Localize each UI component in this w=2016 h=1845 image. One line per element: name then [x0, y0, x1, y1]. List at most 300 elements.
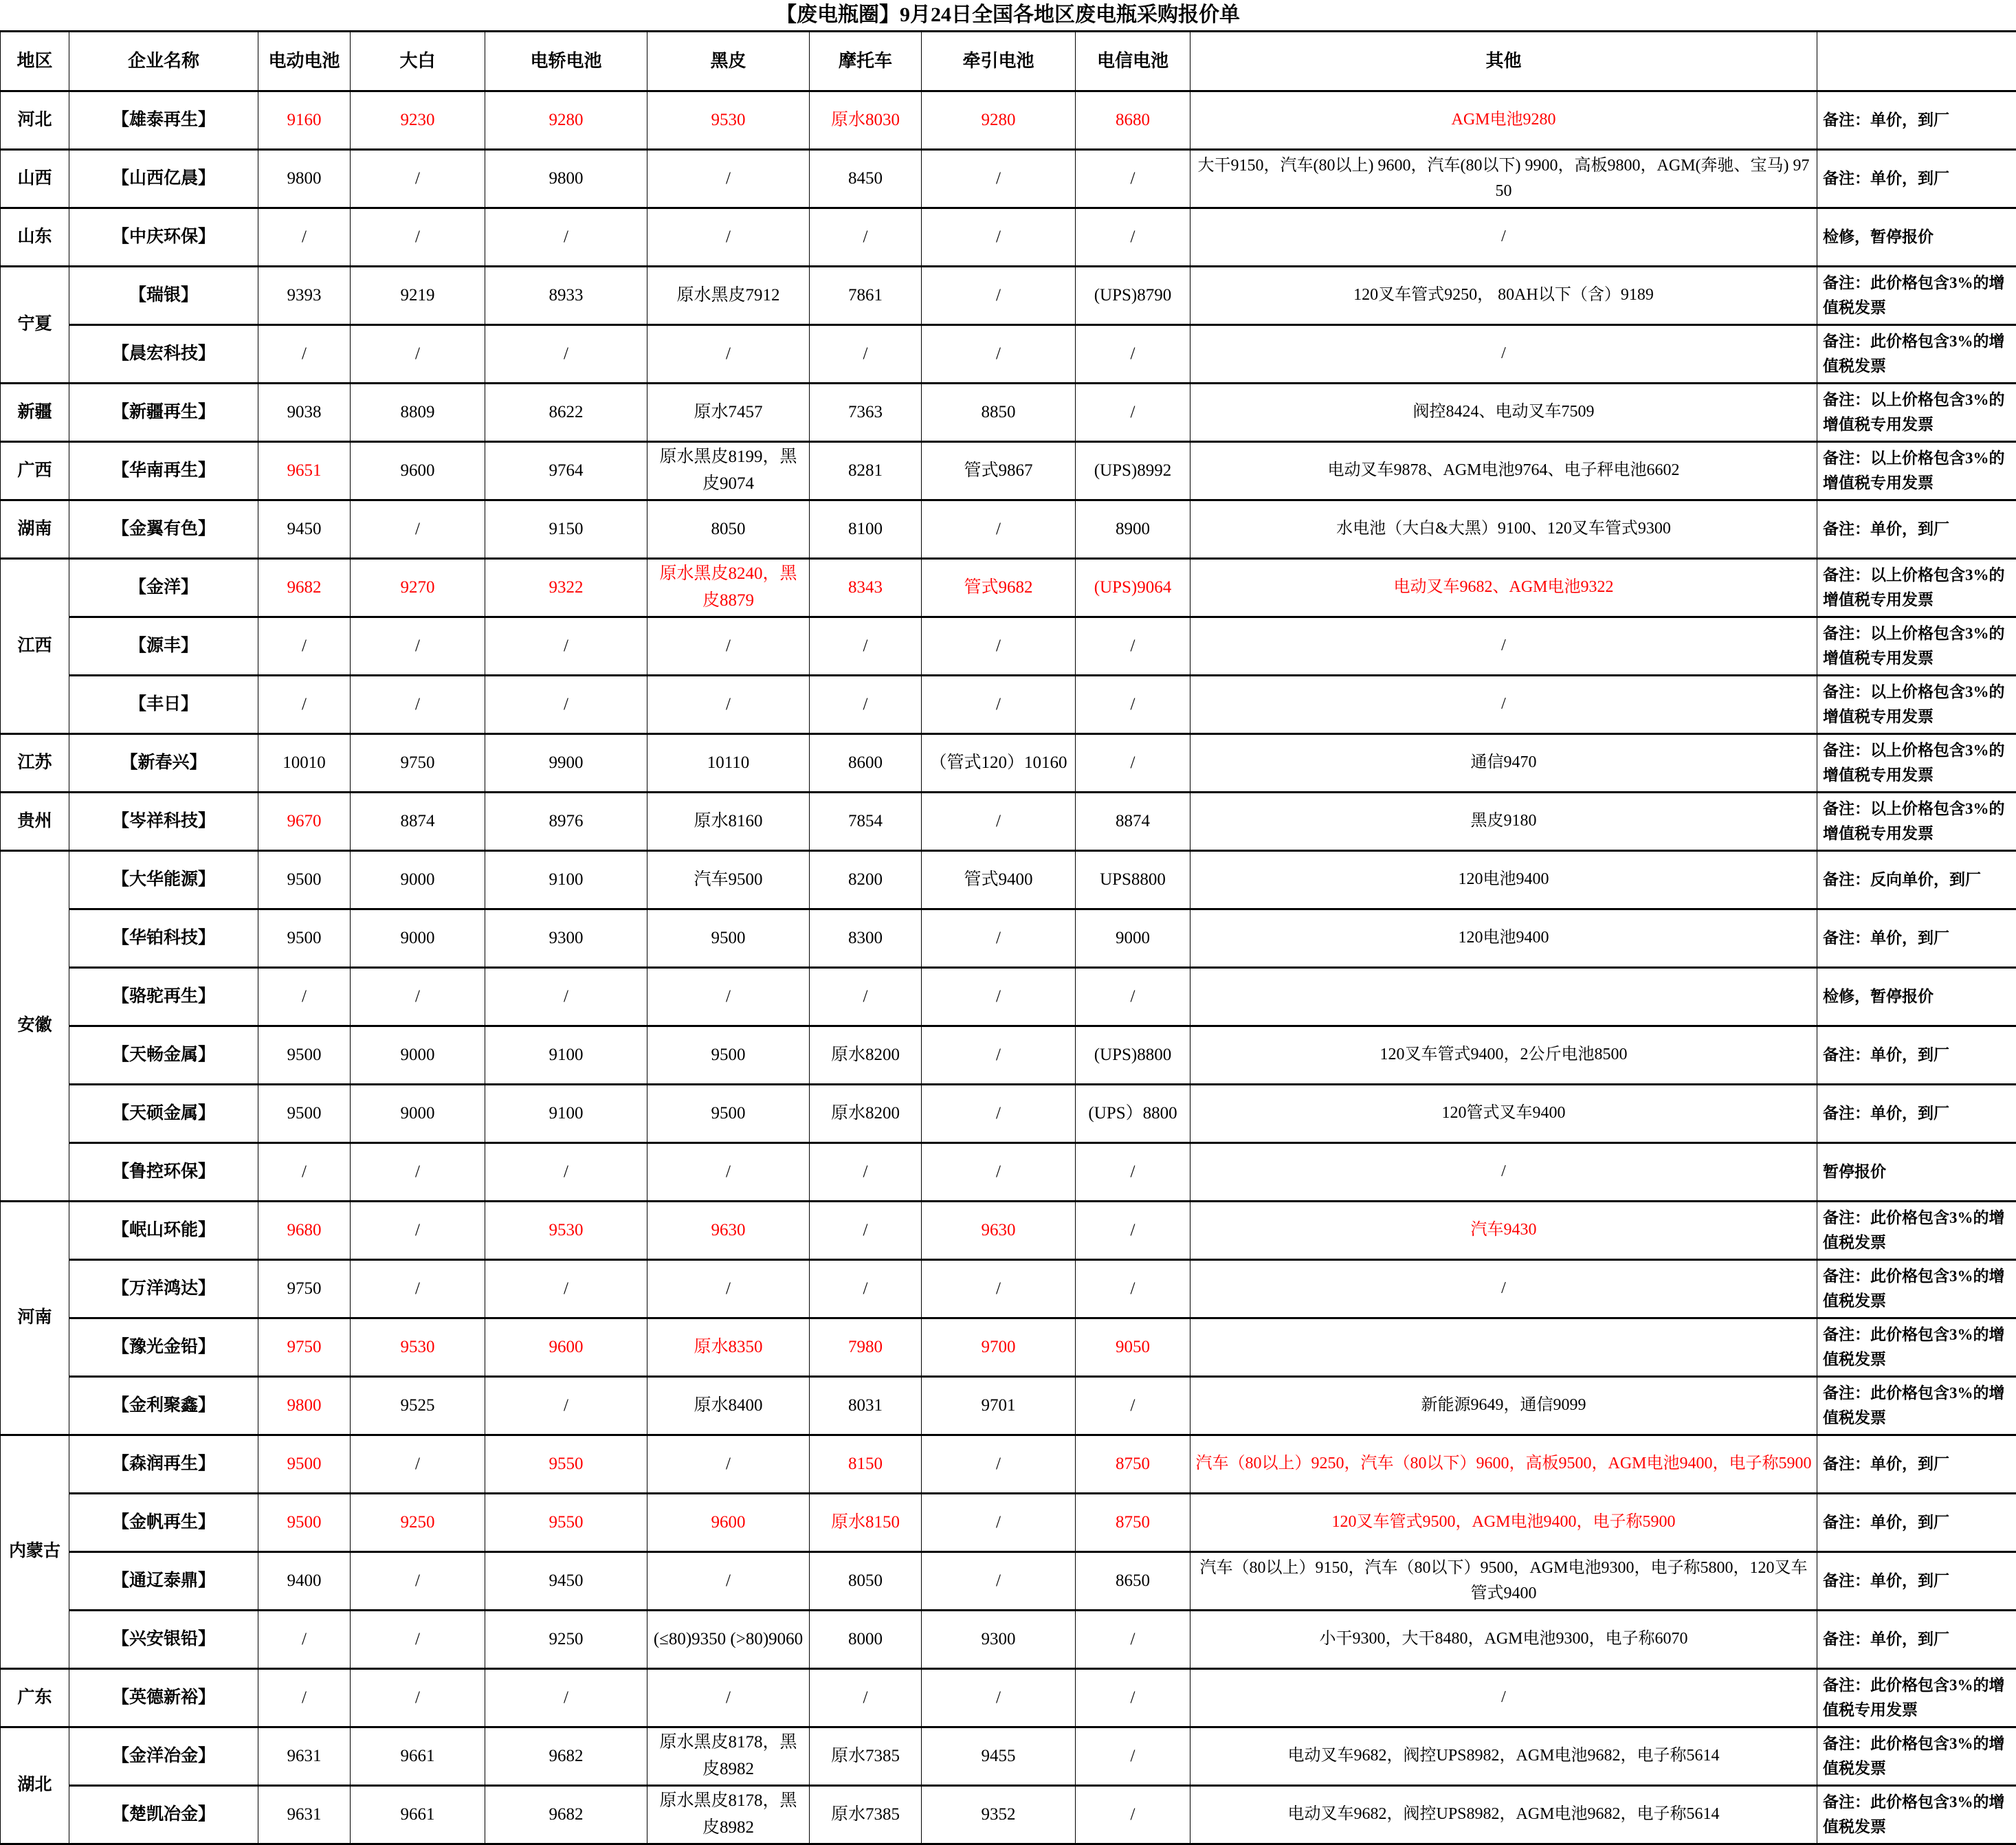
price-table	[0, 30, 2016, 1845]
company-name: 【鲁控环保】	[69, 1143, 258, 1202]
region-cell: 宁夏	[1, 267, 69, 384]
company-name: 【楚凯冶金】	[69, 1786, 258, 1844]
table-row	[1, 1143, 2016, 1202]
table-row	[1, 1202, 2016, 1260]
table-row	[1, 208, 2016, 267]
price-cell: 9000	[351, 1026, 485, 1085]
price-cell: (≤80)9350 (>80)9060	[647, 1611, 810, 1669]
price-cell: 8200	[810, 851, 922, 909]
price-cell: 9300	[922, 1611, 1076, 1669]
other-cell: 阀控8424、电动叉车7509	[1190, 384, 1817, 442]
price-cell: 原水黑皮8178，黑皮8982	[647, 1786, 810, 1844]
price-cell: /	[351, 208, 485, 267]
remark-cell: 备注：以上价格包含3%的增值税专用发票	[1817, 617, 2016, 676]
column-header: 其他	[1190, 32, 1817, 91]
price-cell: /	[351, 325, 485, 384]
price-cell: 9500	[258, 851, 351, 909]
price-cell: 9600	[647, 1494, 810, 1552]
price-cell: 9670	[258, 793, 351, 851]
company-name: 【山西亿晨】	[69, 150, 258, 208]
price-cell: 原水黑皮8199，黑皮9074	[647, 442, 810, 500]
price-cell: 9000	[351, 1085, 485, 1143]
price-cell: /	[485, 968, 647, 1026]
price-cell: /	[1076, 150, 1190, 208]
price-cell: 7363	[810, 384, 922, 442]
table-row	[1, 1260, 2016, 1318]
price-cell: 9750	[258, 1318, 351, 1377]
price-cell: 原水8150	[810, 1494, 922, 1552]
price-cell: /	[922, 150, 1076, 208]
price-cell: 8680	[1076, 91, 1190, 150]
price-cell: 9800	[485, 150, 647, 208]
price-cell: 9450	[485, 1552, 647, 1611]
price-cell: /	[1076, 1260, 1190, 1318]
price-cell: 9682	[485, 1727, 647, 1786]
price-cell: /	[647, 208, 810, 267]
price-cell: 9100	[485, 851, 647, 909]
price-cell: 9630	[922, 1202, 1076, 1260]
table-row	[1, 1552, 2016, 1611]
company-name: 【新春兴】	[69, 734, 258, 793]
company-name: 【天硕金属】	[69, 1085, 258, 1143]
company-name: 【新疆再生】	[69, 384, 258, 442]
other-cell: 大干9150，汽车(80以上) 9600，汽车(80以下) 9900，高板9800，AGM(奔驰、宝马) 9750	[1190, 150, 1817, 208]
remark-cell: 备注：单价，到厂	[1817, 1435, 2016, 1494]
price-cell: 9525	[351, 1377, 485, 1435]
price-cell: /	[922, 1026, 1076, 1085]
other-cell: 水电池（大白&大黑）9100、120叉车管式9300	[1190, 500, 1817, 559]
price-cell: 8281	[810, 442, 922, 500]
price-cell: 原水7385	[810, 1727, 922, 1786]
price-cell: 9500	[258, 1085, 351, 1143]
price-cell: 9352	[922, 1786, 1076, 1844]
price-cell: 9000	[351, 909, 485, 968]
table-row	[1, 91, 2016, 150]
other-cell: 电动叉车9682，阀控UPS8982，AGM电池9682，电子称5614	[1190, 1727, 1817, 1786]
price-cell: 9800	[258, 150, 351, 208]
price-cell: (UPS)9064	[1076, 559, 1190, 617]
price-cell: 9500	[647, 1026, 810, 1085]
price-cell: /	[922, 1143, 1076, 1202]
price-cell: 管式9867	[922, 442, 1076, 500]
table-row	[1, 325, 2016, 384]
company-name: 【中庆环保】	[69, 208, 258, 267]
price-cell: /	[485, 676, 647, 734]
company-name: 【天畅金属】	[69, 1026, 258, 1085]
other-cell: 120叉车管式9400，2公斤电池8500	[1190, 1026, 1817, 1085]
table-row	[1, 1026, 2016, 1085]
company-name: 【岑祥科技】	[69, 793, 258, 851]
price-cell: 原水8030	[810, 91, 922, 150]
remark-cell: 备注：以上价格包含3%的增值税专用发票	[1817, 442, 2016, 500]
price-cell: /	[1076, 968, 1190, 1026]
price-cell: /	[810, 1669, 922, 1727]
column-header: 大白	[351, 32, 485, 91]
table-row	[1, 559, 2016, 617]
remark-cell: 备注：此价格包含3%的增值税发票	[1817, 1260, 2016, 1318]
region-cell: 江苏	[1, 734, 69, 793]
table-row	[1, 1611, 2016, 1669]
price-cell: /	[351, 968, 485, 1026]
price-cell: /	[647, 325, 810, 384]
region-cell: 内蒙古	[1, 1435, 69, 1669]
price-cell: UPS8800	[1076, 851, 1190, 909]
other-cell: /	[1190, 208, 1817, 267]
price-cell: /	[1076, 1202, 1190, 1260]
company-name: 【兴安银铅】	[69, 1611, 258, 1669]
remark-cell: 暂停报价	[1817, 1143, 2016, 1202]
company-name: 【源丰】	[69, 617, 258, 676]
price-cell: /	[810, 617, 922, 676]
price-cell: 管式9682	[922, 559, 1076, 617]
price-cell: /	[258, 1611, 351, 1669]
company-name: 【华铂科技】	[69, 909, 258, 968]
price-cell: /	[1076, 325, 1190, 384]
price-cell: (UPS)8790	[1076, 267, 1190, 325]
price-cell: 9900	[485, 734, 647, 793]
price-cell: 8050	[647, 500, 810, 559]
other-cell: AGM电池9280	[1190, 91, 1817, 150]
other-cell: 120电池9400	[1190, 909, 1817, 968]
price-cell: /	[922, 909, 1076, 968]
other-cell	[1190, 1318, 1817, 1377]
company-name: 【岷山环能】	[69, 1202, 258, 1260]
remark-cell: 备注：单价，到厂	[1817, 1552, 2016, 1611]
price-cell: /	[647, 1435, 810, 1494]
other-cell	[1190, 968, 1817, 1026]
price-cell: 原水8200	[810, 1085, 922, 1143]
price-cell: /	[258, 617, 351, 676]
price-cell: 7861	[810, 267, 922, 325]
price-cell: /	[485, 1260, 647, 1318]
company-name: 【金洋冶金】	[69, 1727, 258, 1786]
table-row	[1, 150, 2016, 208]
price-cell: 原水7457	[647, 384, 810, 442]
price-cell: /	[258, 325, 351, 384]
price-cell: 原水8200	[810, 1026, 922, 1085]
price-cell: /	[351, 1669, 485, 1727]
price-cell: /	[351, 500, 485, 559]
remark-cell: 备注：以上价格包含3%的增值税专用发票	[1817, 559, 2016, 617]
table-row	[1, 676, 2016, 734]
price-cell: 9500	[258, 1435, 351, 1494]
price-cell: /	[922, 1085, 1076, 1143]
price-cell: 9530	[351, 1318, 485, 1377]
region-cell: 贵州	[1, 793, 69, 851]
price-cell: /	[810, 208, 922, 267]
price-cell: /	[485, 617, 647, 676]
price-cell: /	[1076, 1377, 1190, 1435]
column-header: 电信电池	[1076, 32, 1190, 91]
column-header: 牵引电池	[922, 32, 1076, 91]
price-cell: 9000	[351, 851, 485, 909]
table-row	[1, 1377, 2016, 1435]
price-cell: /	[922, 793, 1076, 851]
price-cell: /	[1076, 1786, 1190, 1844]
price-cell: 9530	[485, 1202, 647, 1260]
region-cell: 江西	[1, 559, 69, 734]
remark-cell: 备注：单价，到厂	[1817, 1494, 2016, 1552]
price-cell: /	[485, 1377, 647, 1435]
price-cell: /	[647, 1143, 810, 1202]
table-row	[1, 1786, 2016, 1844]
other-cell: 120管式叉车9400	[1190, 1085, 1817, 1143]
price-cell: /	[922, 208, 1076, 267]
price-cell: /	[647, 1552, 810, 1611]
price-cell: /	[647, 1669, 810, 1727]
price-cell: 8650	[1076, 1552, 1190, 1611]
price-cell: 原水黑皮8178，黑皮8982	[647, 1727, 810, 1786]
price-cell: 8622	[485, 384, 647, 442]
other-cell: 汽车（80以上）9250，汽车（80以下）9600，高板9500，AGM电池9400，电子称5900	[1190, 1435, 1817, 1494]
price-cell: /	[922, 1669, 1076, 1727]
price-cell: /	[351, 1435, 485, 1494]
column-header	[1817, 32, 2016, 91]
price-cell: /	[485, 208, 647, 267]
price-cell: 9219	[351, 267, 485, 325]
price-cell: /	[258, 676, 351, 734]
price-cell: 8850	[922, 384, 1076, 442]
price-cell: /	[810, 676, 922, 734]
remark-cell: 检修，暂停报价	[1817, 968, 2016, 1026]
price-cell: 9800	[258, 1377, 351, 1435]
table-row	[1, 909, 2016, 968]
table-row	[1, 267, 2016, 325]
table-row	[1, 500, 2016, 559]
price-cell: 9700	[922, 1318, 1076, 1377]
other-cell: 120叉车管式9250， 80AH以下（含）9189	[1190, 267, 1817, 325]
price-cell: /	[485, 325, 647, 384]
remark-cell: 备注：单价，到厂	[1817, 150, 2016, 208]
price-cell: /	[922, 1435, 1076, 1494]
table-row	[1, 1669, 2016, 1727]
price-cell: 8050	[810, 1552, 922, 1611]
price-cell: 9500	[647, 909, 810, 968]
price-cell: /	[810, 1202, 922, 1260]
other-cell: 汽车9430	[1190, 1202, 1817, 1260]
price-cell: /	[1076, 208, 1190, 267]
price-cell: /	[1076, 1669, 1190, 1727]
price-cell: 9682	[258, 559, 351, 617]
price-cell: 8976	[485, 793, 647, 851]
price-cell: 8874	[1076, 793, 1190, 851]
remark-cell: 备注：单价，到厂	[1817, 1611, 2016, 1669]
company-name: 【英德新裕】	[69, 1669, 258, 1727]
price-cell: 9250	[485, 1611, 647, 1669]
price-cell: 9160	[258, 91, 351, 150]
page-title: 【废电瓶圈】9月24日全国各地区废电瓶采购报价单	[0, 0, 2016, 30]
price-cell: 9682	[485, 1786, 647, 1844]
remark-cell: 备注：单价，到厂	[1817, 500, 2016, 559]
table-body	[1, 91, 2016, 1844]
price-cell: 9500	[258, 909, 351, 968]
table-row	[1, 968, 2016, 1026]
price-cell: 8450	[810, 150, 922, 208]
price-cell: 9500	[258, 1026, 351, 1085]
price-cell: 原水8400	[647, 1377, 810, 1435]
price-cell: 9100	[485, 1026, 647, 1085]
price-cell: 9230	[351, 91, 485, 150]
price-cell: (UPS)8992	[1076, 442, 1190, 500]
price-cell: /	[1076, 1611, 1190, 1669]
price-cell: /	[922, 1260, 1076, 1318]
price-cell: /	[922, 1552, 1076, 1611]
price-cell: 9764	[485, 442, 647, 500]
price-cell: 10010	[258, 734, 351, 793]
company-name: 【金帆再生】	[69, 1494, 258, 1552]
price-cell: /	[485, 1143, 647, 1202]
other-cell: 电动叉车9682，阀控UPS8982，AGM电池9682，电子称5614	[1190, 1786, 1817, 1844]
table-row	[1, 1435, 2016, 1494]
price-cell: /	[351, 676, 485, 734]
company-name: 【华南再生】	[69, 442, 258, 500]
region-cell: 山西	[1, 150, 69, 208]
remark-cell: 备注：以上价格包含3%的增值税专用发票	[1817, 793, 2016, 851]
price-cell: 9038	[258, 384, 351, 442]
price-cell: /	[485, 1669, 647, 1727]
price-cell: /	[1076, 1727, 1190, 1786]
price-cell: 原水黑皮7912	[647, 267, 810, 325]
company-name: 【大华能源】	[69, 851, 258, 909]
remark-cell: 备注：此价格包含3%的增值税发票	[1817, 1377, 2016, 1435]
price-cell: /	[647, 968, 810, 1026]
price-cell: 9500	[647, 1085, 810, 1143]
other-cell: /	[1190, 1260, 1817, 1318]
price-cell: /	[922, 676, 1076, 734]
price-cell: /	[810, 325, 922, 384]
company-name: 【骆驼再生】	[69, 968, 258, 1026]
other-cell: 电动叉车9878、AGM电池9764、电子秤电池6602	[1190, 442, 1817, 500]
price-cell: /	[1076, 617, 1190, 676]
company-name: 【森润再生】	[69, 1435, 258, 1494]
region-cell: 湖北	[1, 1727, 69, 1844]
price-cell: 9661	[351, 1727, 485, 1786]
company-name: 【丰日】	[69, 676, 258, 734]
price-cell: (UPS)8800	[1076, 1026, 1190, 1085]
price-cell: 9500	[258, 1494, 351, 1552]
other-cell: /	[1190, 325, 1817, 384]
price-cell: 9000	[1076, 909, 1190, 968]
table-row	[1, 793, 2016, 851]
company-name: 【万洋鸿达】	[69, 1260, 258, 1318]
price-cell: 8000	[810, 1611, 922, 1669]
table-row	[1, 1318, 2016, 1377]
price-cell: （管式120）10160	[922, 734, 1076, 793]
price-cell: /	[351, 1202, 485, 1260]
price-cell: /	[351, 1260, 485, 1318]
remark-cell: 备注：此价格包含3%的增值税发票	[1817, 1727, 2016, 1786]
price-cell: 9455	[922, 1727, 1076, 1786]
table-row	[1, 1494, 2016, 1552]
price-cell: /	[1076, 1143, 1190, 1202]
remark-cell: 备注：此价格包含3%的增值税发票	[1817, 267, 2016, 325]
price-cell: 9270	[351, 559, 485, 617]
company-name: 【金洋】	[69, 559, 258, 617]
price-cell: 9631	[258, 1727, 351, 1786]
table-row	[1, 384, 2016, 442]
price-cell: 9550	[485, 1435, 647, 1494]
column-header: 地区	[1, 32, 69, 91]
remark-cell: 备注：以上价格包含3%的增值税专用发票	[1817, 676, 2016, 734]
price-cell: 9530	[647, 91, 810, 150]
table-row	[1, 442, 2016, 500]
remark-cell: 备注：反向单价，到厂	[1817, 851, 2016, 909]
company-name: 【瑞银】	[69, 267, 258, 325]
remark-cell: 备注：此价格包含3%的增值税发票	[1817, 325, 2016, 384]
region-cell: 广西	[1, 442, 69, 500]
price-cell: 9280	[485, 91, 647, 150]
price-cell: 8933	[485, 267, 647, 325]
price-cell: /	[810, 1143, 922, 1202]
price-cell: (UPS）8800	[1076, 1085, 1190, 1143]
price-cell: /	[922, 968, 1076, 1026]
price-cell: 管式9400	[922, 851, 1076, 909]
other-cell: 通信9470	[1190, 734, 1817, 793]
price-cell: /	[1076, 384, 1190, 442]
price-cell: 8750	[1076, 1494, 1190, 1552]
price-cell: 8874	[351, 793, 485, 851]
price-cell: /	[1076, 734, 1190, 793]
price-cell: 原水黑皮8240，黑皮8879	[647, 559, 810, 617]
other-cell: 新能源9649，通信9099	[1190, 1377, 1817, 1435]
remark-cell: 备注：单价，到厂	[1817, 1026, 2016, 1085]
other-cell: 120叉车管式9500，AGM电池9400，电子称5900	[1190, 1494, 1817, 1552]
other-cell: /	[1190, 676, 1817, 734]
table-row	[1, 617, 2016, 676]
price-cell: 8031	[810, 1377, 922, 1435]
price-cell: /	[922, 1494, 1076, 1552]
column-header: 摩托车	[810, 32, 922, 91]
price-cell: /	[922, 267, 1076, 325]
price-cell: /	[351, 1143, 485, 1202]
price-cell: 9550	[485, 1494, 647, 1552]
price-cell: /	[351, 1611, 485, 1669]
price-cell: 8600	[810, 734, 922, 793]
region-cell: 河南	[1, 1202, 69, 1435]
region-cell: 广东	[1, 1669, 69, 1727]
other-cell: 电动叉车9682、AGM电池9322	[1190, 559, 1817, 617]
company-name: 【通辽泰鼎】	[69, 1552, 258, 1611]
price-cell: 10110	[647, 734, 810, 793]
price-cell: 9050	[1076, 1318, 1190, 1377]
price-cell: /	[647, 617, 810, 676]
price-cell: 8809	[351, 384, 485, 442]
price-cell: 9631	[258, 1786, 351, 1844]
price-cell: 9150	[485, 500, 647, 559]
other-cell: 汽车（80以上）9150，汽车（80以下）9500，AGM电池9300，电子称5800，120叉车管式9400	[1190, 1552, 1817, 1611]
table-row	[1, 734, 2016, 793]
remark-cell: 备注：单价，到厂	[1817, 909, 2016, 968]
price-cell: 9701	[922, 1377, 1076, 1435]
company-name: 【豫光金铅】	[69, 1318, 258, 1377]
column-header: 黑皮	[647, 32, 810, 91]
price-cell: 原水8160	[647, 793, 810, 851]
remark-cell: 备注：此价格包含3%的增值税发票	[1817, 1202, 2016, 1260]
column-header: 电轿电池	[485, 32, 647, 91]
price-cell: /	[1076, 676, 1190, 734]
price-cell: /	[647, 1260, 810, 1318]
remark-cell: 检修，暂停报价	[1817, 208, 2016, 267]
price-cell: 8900	[1076, 500, 1190, 559]
price-cell: 9750	[258, 1260, 351, 1318]
price-cell: 9661	[351, 1786, 485, 1844]
remark-cell: 备注：此价格包含3%的增值税发票	[1817, 1786, 2016, 1844]
price-cell: 9750	[351, 734, 485, 793]
price-cell: /	[258, 1143, 351, 1202]
price-cell: /	[647, 676, 810, 734]
price-cell: 9322	[485, 559, 647, 617]
column-header: 企业名称	[69, 32, 258, 91]
